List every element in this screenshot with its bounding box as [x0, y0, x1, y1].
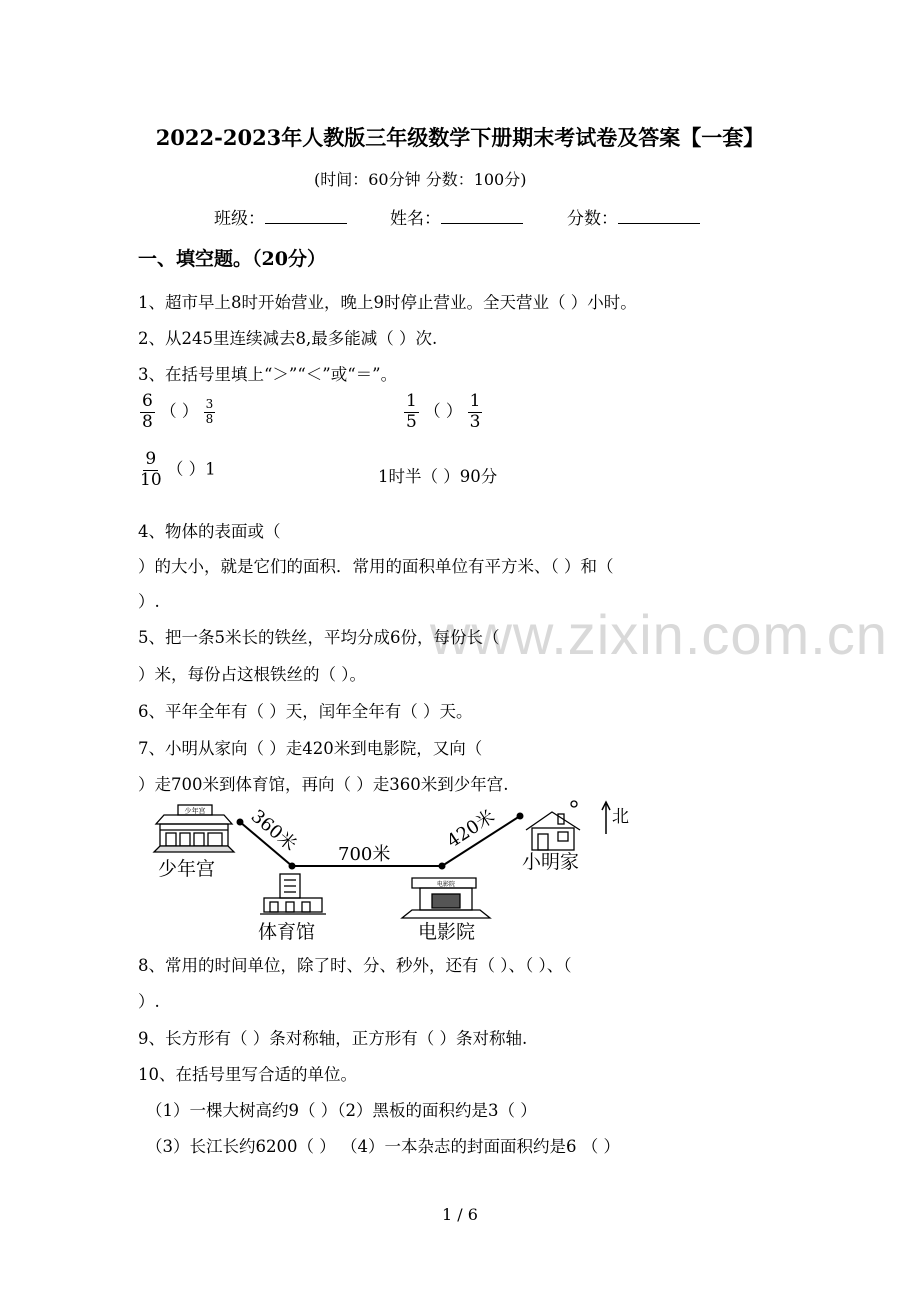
question-4-line-3: ）. — [138, 592, 160, 611]
question-8-line-2: ）. — [138, 992, 160, 1011]
fraction: $\frac{1}{3}$ — [469, 391, 481, 432]
point-xiaoming — [517, 813, 524, 820]
watermark: www.zixin.com.cn — [430, 603, 888, 666]
q3-item-b: $\frac{1}{5}$ （ ） $\frac{1}{3}$ — [406, 391, 481, 432]
question-7-line-1: 7、小明从家向（ ）走420米到电影院，又向（ — [138, 739, 483, 758]
label-xiaoming-jia: 小明家 — [522, 851, 580, 873]
question-1: 1、超市早上8时开始营业，晚上9时停止营业。全天营业（ ）小时。 — [138, 293, 637, 312]
class-field — [214, 204, 347, 229]
route-map — [140, 798, 660, 950]
question-7-line-2: ）走700米到体育馆，再向（ ）走360米到少年宫. — [138, 775, 509, 794]
page-number: 1 / 6 — [442, 1205, 478, 1224]
question-2: 2、从245里连续减去8,最多能减（ ）次. — [138, 329, 438, 348]
page-title: 2022-2023年人教版三年级数学下册期末考试卷及答案【一套】 — [155, 125, 765, 150]
question-5-line-1: 5、把一条5米长的铁丝，平均分成6份，每份长（ — [138, 628, 500, 647]
shaonian-sign: 少年宫 — [184, 807, 206, 815]
question-9: 9、长方形有（ ）条对称轴，正方形有（ ）条对称轴. — [138, 1029, 528, 1048]
question-10-a: （1）一棵大树高约9（ ）（2）黑板的面积约是3（ ） — [146, 1101, 537, 1120]
name-field — [390, 204, 523, 229]
fraction: $\frac{9}{10}$ — [140, 449, 162, 490]
question-10-b: （3）长江长约6200（ ） （4）一本杂志的封面面积约是6 （ ） — [146, 1137, 620, 1156]
question-10: 10、在括号里写合适的单位。 — [138, 1065, 357, 1084]
q3-item-c: $\frac{9}{10}$ （ ）1 — [140, 449, 216, 490]
fraction: $\frac{1}{5}$ — [406, 391, 417, 432]
class-label: 班级： — [214, 209, 265, 229]
label-shaonian-gong: 少年宫 — [158, 858, 216, 880]
score-field — [567, 204, 700, 229]
question-3: 3、在括号里填上“＞”“＜”或“＝”。 — [138, 365, 398, 384]
point-tiyuguan — [289, 863, 296, 870]
north-arrow-icon — [602, 802, 610, 834]
question-5-line-2: ）米，每份占这根铁丝的（ ）。 — [138, 665, 366, 684]
name-label: 姓名： — [390, 209, 441, 229]
question-6: 6、平年全年有（ ）天，闰年全年有（ ）天。 — [138, 702, 473, 721]
class-blank[interactable] — [265, 207, 347, 224]
score-blank[interactable] — [618, 207, 700, 224]
question-4-line-2: ）的大小，就是它们的面积．常用的面积单位有平方米、（ ）和（ — [138, 557, 614, 576]
label-tiyuguan: 体育馆 — [258, 921, 316, 943]
question-4-line-1: 4、物体的表面或（ — [138, 522, 281, 541]
time-score-info: (时间：60分钟 分数：100分) — [314, 170, 527, 189]
tiyuguan-building-icon — [260, 874, 326, 914]
section-1-title: 一、填空题。（20分） — [138, 248, 326, 270]
q3-item-d: 1时半（ ）90分 — [378, 467, 498, 486]
point-dianyingyuan — [439, 863, 446, 870]
label-dianyingyuan: 电影院 — [418, 921, 476, 943]
q3-item-a: $\frac{6}{8}$ （ ） $\frac{3}{8}$ — [142, 391, 214, 432]
name-blank[interactable] — [441, 207, 523, 224]
distance-360: 360米 — [246, 805, 301, 856]
dianying-sign: 电影院 — [436, 881, 456, 888]
fraction: $\frac{6}{8}$ — [142, 391, 153, 432]
distance-420: 420米 — [443, 806, 499, 853]
north-label: 北 — [612, 807, 629, 827]
xiaoming-house-icon — [526, 801, 580, 850]
score-label: 分数： — [567, 209, 618, 229]
distance-700: 700米 — [338, 844, 391, 865]
fraction: $\frac{3}{8}$ — [205, 396, 214, 426]
point-shaonian — [237, 819, 244, 826]
question-8-line-1: 8、常用的时间单位，除了时、分、秒外，还有（ ）、（ ）、（ — [138, 956, 572, 975]
